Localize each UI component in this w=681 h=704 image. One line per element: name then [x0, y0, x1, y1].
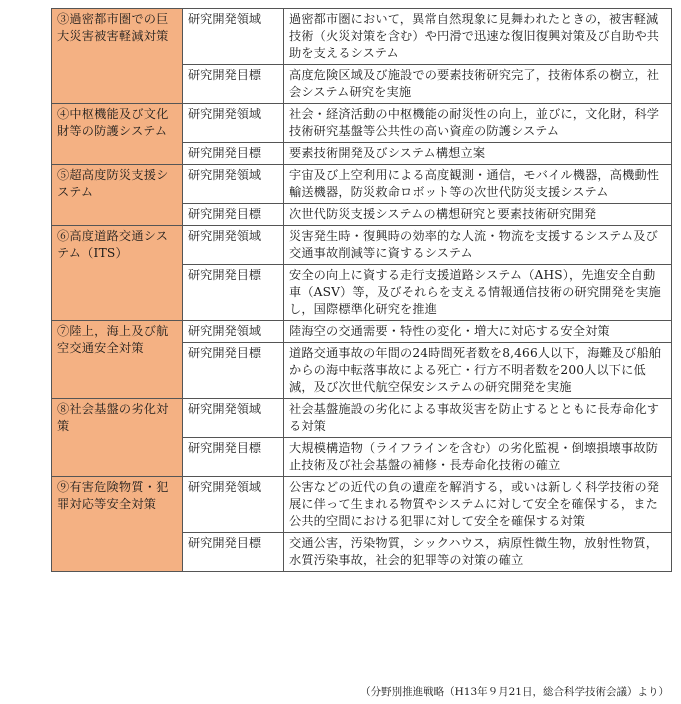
area-label: 研究開発領域 — [183, 9, 284, 65]
category-cell: ④中枢機能及び文化財等の防護システム — [52, 104, 183, 165]
goal-text: 次世代防災支援システムの構想研究と要素技術研究開発 — [284, 204, 672, 226]
table-row — [52, 9, 672, 65]
category-cell: ③過密都市圏での巨大災害被害軽減対策 — [52, 9, 183, 104]
area-text: 宇宙及び上空利用による高度観測・通信，モバイル機器，高機動性輸送機器，防災救命ロボット等の次世代防災支援システム — [284, 165, 672, 204]
goal-text: 道路交通事故の年間の24時間死者数を8,466人以下，海難及び船舶からの海中転落事故による死亡・行方不明者数を200人以下に低減，及び次世代航空保安システムの研究開発を実施 — [284, 343, 672, 399]
table-row — [52, 226, 672, 265]
category-cell: ⑨有害危険物質・犯罪対応等安全対策 — [52, 477, 183, 572]
category-cell: ⑤超高度防災支援システム — [52, 165, 183, 226]
goal-label: 研究開発目標 — [183, 204, 284, 226]
category-cell: ⑧社会基盤の劣化対策 — [52, 399, 183, 477]
goal-label: 研究開発目標 — [183, 438, 284, 477]
goal-text: 高度危険区域及び施設での要素技術研究完了，技術体系の樹立，社会システム研究を実施 — [284, 65, 672, 104]
goal-label: 研究開発目標 — [183, 265, 284, 321]
table-row — [52, 477, 672, 533]
area-text: 社会・経済活動の中枢機能の耐災性の向上，並びに，文化財，科学技術研究基盤等公共性の高い資産の防護システム — [284, 104, 672, 143]
area-label: 研究開発領域 — [183, 399, 284, 438]
category-cell: ⑥高度道路交通システム（ITS） — [52, 226, 183, 321]
goal-label: 研究開発目標 — [183, 343, 284, 399]
area-text: 社会基盤施設の劣化による事故災害を防止するとともに長寿命化する対策 — [284, 399, 672, 438]
goal-label: 研究開発目標 — [183, 143, 284, 165]
area-text: 陸海空の交通需要・特性の変化・増大に対応する安全対策 — [284, 321, 672, 343]
goal-label: 研究開発目標 — [183, 65, 284, 104]
goal-text: 交通公害，汚染物質，シックハウス，病原性微生物，放射性物質，水質汚染事故，社会的犯罪等の対策の確立 — [284, 533, 672, 572]
category-cell: ⑦陸上，海上及び航空交通安全対策 — [52, 321, 183, 399]
table-row — [52, 399, 672, 438]
area-label: 研究開発領域 — [183, 477, 284, 533]
goal-text: 要素技術開発及びシステム構想立案 — [284, 143, 672, 165]
source-citation: （分野別推進戦略（H13年９月21日，総合科学技術会議）より） — [360, 686, 669, 698]
strategy-table — [51, 8, 672, 572]
table-row — [52, 104, 672, 143]
area-text: 過密都市圏において，異常自然現象に見舞われたときの，被害軽減技術（火災対策を含む）や円滑で迅速な復旧復興対策及び自助や共助を支えるシステム — [284, 9, 672, 65]
strategy-table-body — [52, 9, 672, 572]
goal-text: 安全の向上に資する走行支援道路システム（AHS），先進安全自動車（ASV）等，及びそれらを支える情報通信技術の研究開発を実施し，国際標準化研究を推進 — [284, 265, 672, 321]
table-row — [52, 321, 672, 343]
area-label: 研究開発領域 — [183, 226, 284, 265]
area-label: 研究開発領域 — [183, 321, 284, 343]
area-text: 公害などの近代の負の遺産を解消する，或いは新しく科学技術の発展に伴って生まれる物質やシステムに対して安全を確保する，また公共的空間における犯罪に対して安全を確保する対策 — [284, 477, 672, 533]
area-text: 災害発生時・復興時の効率的な人流・物流を支援するシステム及び交通事故削減等に資するシステム — [284, 226, 672, 265]
area-label: 研究開発領域 — [183, 165, 284, 204]
goal-text: 大規模構造物（ライフラインを含む）の劣化監視・倒壊損壊事故防止技術及び社会基盤の補修・長寿命化技術の確立 — [284, 438, 672, 477]
table-row — [52, 165, 672, 204]
goal-label: 研究開発目標 — [183, 533, 284, 572]
area-label: 研究開発領域 — [183, 104, 284, 143]
